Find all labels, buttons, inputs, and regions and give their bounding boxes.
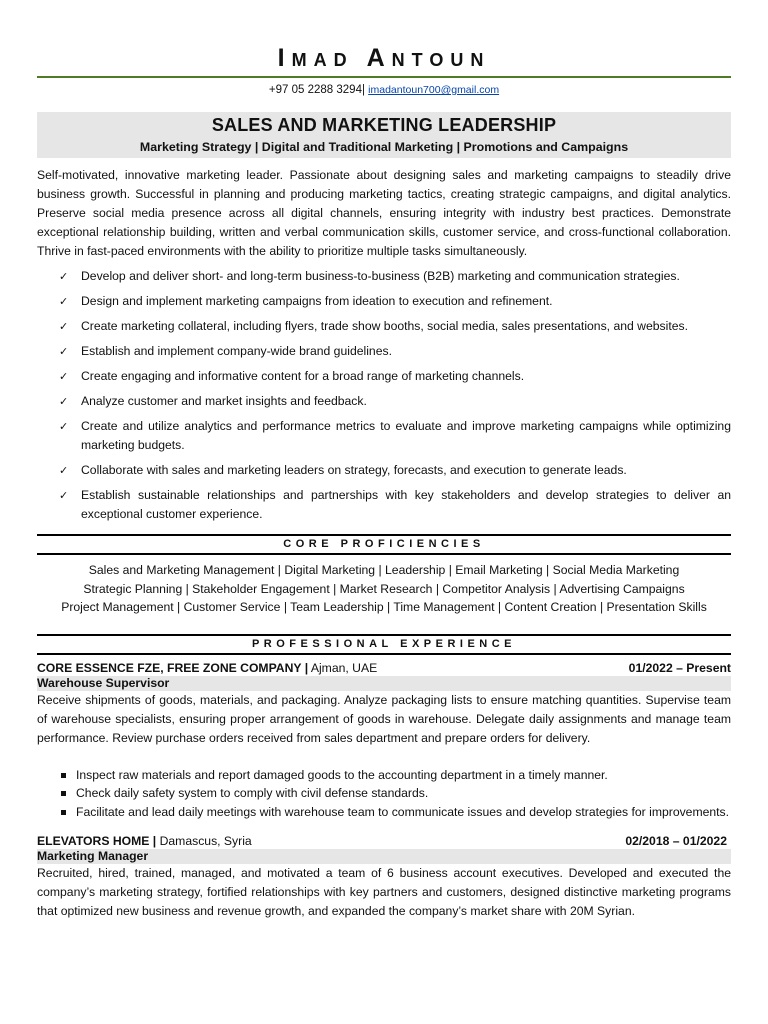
list-item: Check daily safety system to comply with civil defense standards. [37,784,731,803]
list-item: ✓ Collaborate with sales and marketing leaders on strategy, forecasts, and execution to generate leads. [37,461,731,480]
core-proficiencies [37,561,731,617]
job-title: Warehouse Supervisor [37,676,731,691]
list-item: ✓ Create engaging and informative content for a broad range of marketing channels. [37,367,731,386]
job-entry [37,833,731,921]
job-description: Receive shipments of goods, materials, and packaging. Analyze packaging lists to ensure matching quantities. Supervise team of warehouse specialists, ensuring proper arrangement of goods in warehouse. Delegate daily assignments and manage team performance. Review purchase orders received from sales department and prepare orders for delivery. [37,692,731,745]
list-item: ✓ Establish sustainable relationships and partnerships with key stakeholders and develop strategies to deliver an exceptional customer experience. [59,488,731,522]
job-dates: 01/2022 – Present [628,660,731,675]
phone-number: +97 05 2288 3294| [268,84,365,96]
headline-banner [37,112,731,158]
check-icon: ✓ [59,490,69,503]
job-header [37,660,731,676]
job-dates: 02/2018 – 01/2022 [625,834,727,849]
professional-experience-heading: PROFESSIONAL EXPERIENCE [37,634,731,655]
company-name: ELEVATORS HOME | [37,834,157,849]
company-name: CORE ESSENCE FZE, FREE ZONE COMPANY | [37,660,309,675]
job-location: Ajman, UAE [308,660,378,675]
list-item: ✓ Analyze customer and market insights and feedback. [37,392,731,411]
professional-summary: Self-motivated, innovative marketing leader. Passionate about designing sales and marketing campaigns to steadily drive business growth. Successful in planning and producing marketing tactics, creating strategic campaigns, and digital analytics. Preserve social media presence across all digital channels, ensuring integrity with industry best practices. Demonstrate exceptional relationship building, written and verbal communication skills, customer service, and cross-functional collaboration. Thrive in fast-paced environments with the ability to prioritize multiple tasks simultaneously. [37,168,731,259]
list-item: ✓ Design and implement marketing campaigns from ideation to execution and refinement. [37,292,731,311]
job-bullets [37,766,731,822]
check-icon: ✓ [59,346,69,359]
check-icon: ✓ [59,296,69,309]
list-item: Facilitate and lead daily meetings with warehouse team to communicate issues and develop strategies for improvements. [37,803,731,822]
square-bullet-icon [61,810,66,815]
job-header [37,833,731,849]
job-title: Marketing Manager [37,849,731,864]
job-description: Recruited, hired, trained, managed, and motivated a team of 6 business account executives. Developed and executed the company’s marketing strategy, fortified relationships with key partners and customers, designed distinctive marketing programs that optimized new business and revenue growth, and expanded the company’s market share with 20M Syrian. [37,866,731,919]
core-proficiencies-heading: CORE PROFICIENCIES [37,534,731,555]
headline-title: SALES AND MARKETING LEADERSHIP [211,115,557,135]
email-link[interactable]: imadantoun700@gmail.com [368,84,500,96]
proficiency-line: Strategic Planning | Stakeholder Engagement | Market Research | Competitor Analysis | Advertising Campaigns [83,581,685,596]
proficiency-line: Sales and Marketing Management | Digital Marketing | Leadership | Email Marketing | Social Media Marketing [88,563,680,578]
headline-subtitle: Marketing Strategy | Digital and Traditional Marketing | Promotions and Campaigns [139,140,629,154]
list-item: ✓ Develop and deliver short- and long-term business-to-business (B2B) marketing and communication strategies. [37,267,731,286]
proficiency-line: Project Management | Customer Service | Team Leadership | Time Management | Content Creation | Presentation Skills [61,600,707,615]
square-bullet-icon [61,791,66,796]
name-divider [37,76,731,78]
square-bullet-icon [61,773,66,778]
list-item: Inspect raw materials and report damaged goods to the accounting department in a timely manner. [37,766,731,785]
highlights-list [37,267,731,524]
list-item: ✓ Create marketing collateral, including flyers, trade show booths, social media, sales presentations, and websites. [37,317,731,336]
candidate-name: Imad Antoun [277,44,491,72]
contact-line [37,83,731,97]
check-icon: ✓ [59,465,69,478]
job-entry [37,660,731,822]
check-icon: ✓ [59,321,69,334]
list-item: ✓ Create and utilize analytics and performance metrics to evaluate and improve marketing campaigns while optimizing marketing budgets. [59,419,731,453]
job-location: Damascus, Syria [156,834,252,849]
check-icon: ✓ [59,271,69,284]
list-item: ✓ Establish and implement company-wide brand guidelines. [37,342,731,361]
check-icon: ✓ [59,396,69,409]
check-icon: ✓ [59,421,69,434]
check-icon: ✓ [59,371,69,384]
